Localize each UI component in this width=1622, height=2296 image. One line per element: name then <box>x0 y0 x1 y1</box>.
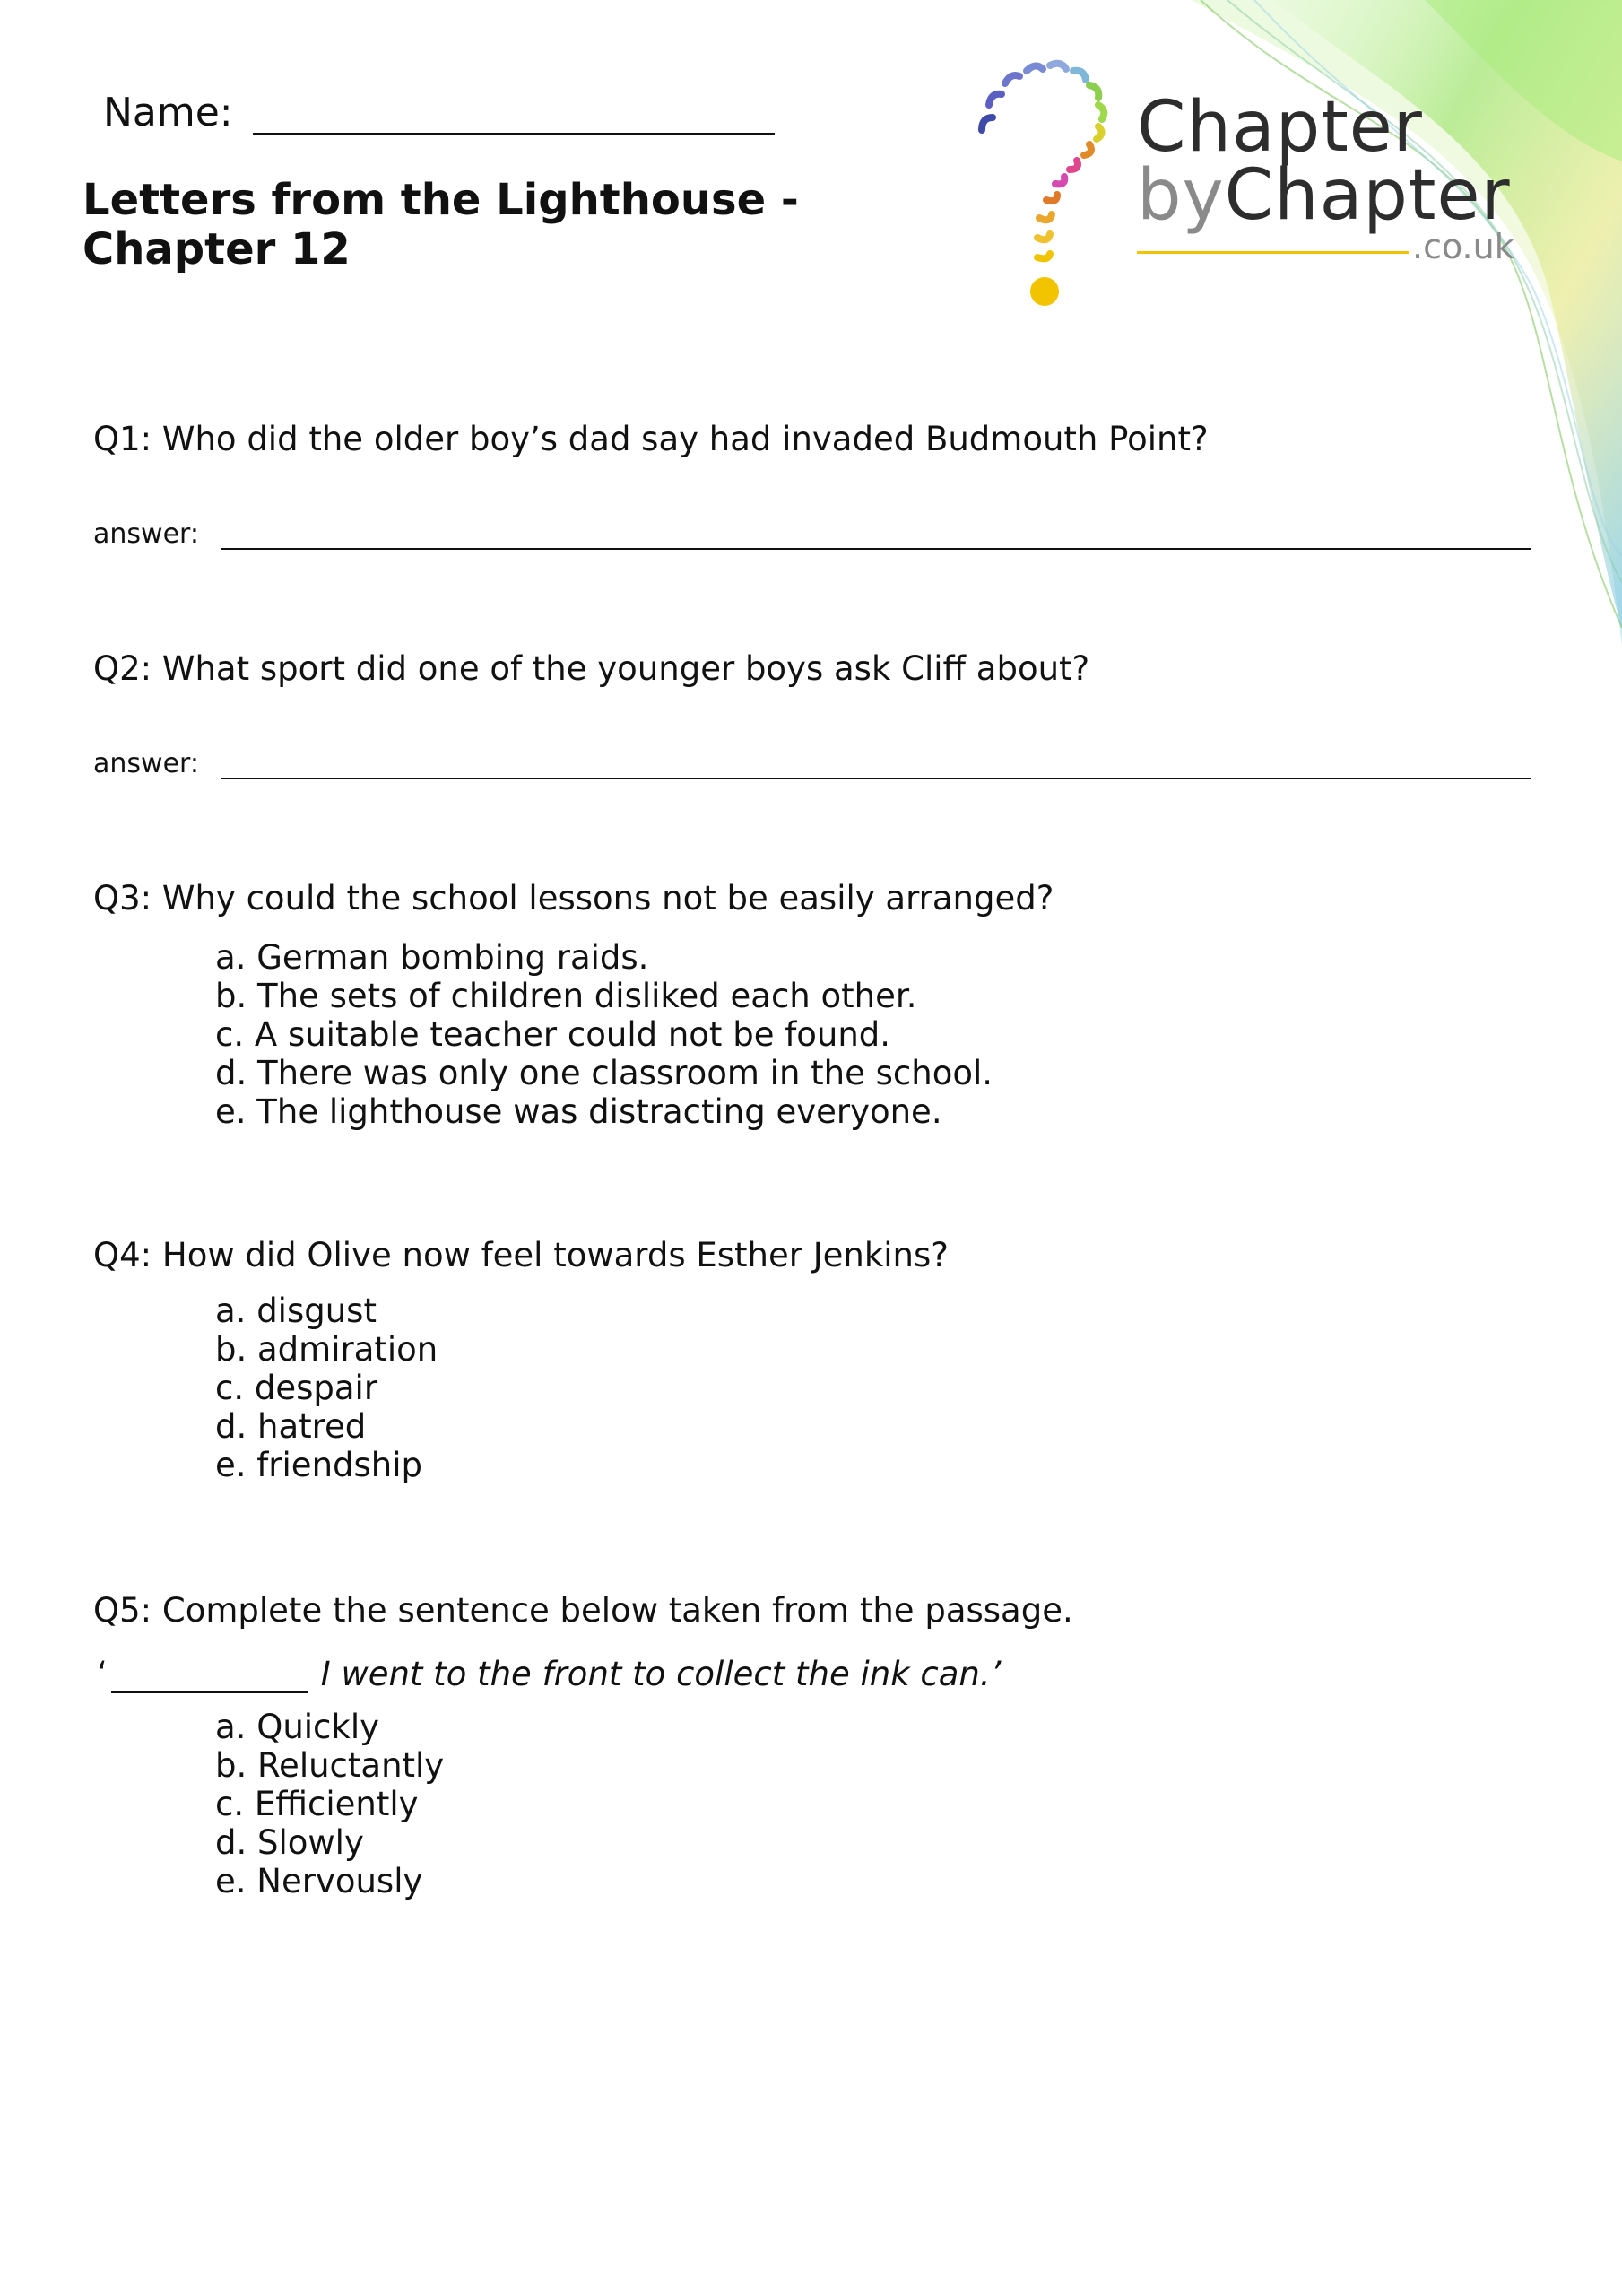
option-item[interactable]: a. German bombing raids. <box>215 938 649 977</box>
answer-2[interactable] <box>93 748 1531 779</box>
question-2: Q2: What sport did one of the younger boys ask Cliff about? <box>93 649 1090 688</box>
chapter-by-chapter-logo <box>964 49 1538 318</box>
option-item[interactable]: e. friendship <box>215 1446 422 1484</box>
name-label: Name: <box>103 90 233 135</box>
logo-word-by: by <box>1137 155 1225 236</box>
option-item[interactable]: c. A suitable teacher could not be found. <box>215 1015 891 1054</box>
answer-line-1[interactable] <box>221 525 1531 550</box>
option-item[interactable]: c. Efficiently <box>215 1785 419 1823</box>
name-field[interactable] <box>103 90 775 135</box>
question-5: Q5: Complete the sentence below taken from the passage. <box>93 1591 1073 1630</box>
answer-label: answer: <box>93 748 199 779</box>
option-item[interactable]: d. There was only one classroom in the school. <box>215 1054 993 1092</box>
option-item[interactable]: d. Slowly <box>215 1823 364 1862</box>
option-item[interactable]: e. The lighthouse was distracting everyone. <box>215 1092 942 1131</box>
worksheet-title: Letters from the Lighthouse - Chapter 12 <box>82 175 799 274</box>
option-item[interactable]: b. Reluctantly <box>215 1746 445 1785</box>
option-item[interactable]: c. despair <box>215 1369 378 1407</box>
logo-word-chapter: Chapter <box>1137 87 1423 168</box>
logo-underline <box>1137 251 1409 254</box>
option-item[interactable]: a. Quickly <box>215 1708 379 1746</box>
option-item[interactable]: a. disgust <box>215 1292 377 1330</box>
answer-label: answer: <box>93 518 199 550</box>
sentence-text: I went to the front to collect the ink can.’ <box>320 1655 1002 1693</box>
open-quote: ‘ <box>97 1655 108 1693</box>
question-1: Q1: Who did the older boy’s dad say had invaded Budmouth Point? <box>93 420 1209 458</box>
option-item[interactable]: b. admiration <box>215 1330 438 1369</box>
question-4-options <box>215 1292 438 1484</box>
option-item[interactable]: d. hatred <box>215 1407 367 1446</box>
answer-1[interactable] <box>93 518 1531 550</box>
option-item[interactable]: e. Nervously <box>215 1862 423 1900</box>
logo-domain: .co.uk <box>1412 227 1514 266</box>
answer-line-2[interactable] <box>221 754 1531 779</box>
option-item[interactable]: b. The sets of children disliked each other. <box>215 977 917 1015</box>
logo-word-chapter-2: Chapter <box>1224 155 1511 236</box>
question-5-options <box>215 1708 444 1900</box>
question-3-options <box>215 938 993 1131</box>
sentence-completion <box>97 1655 1001 1693</box>
name-line[interactable] <box>253 90 775 135</box>
question-3: Q3: Why could the school lessons not be easily arranged? <box>93 879 1054 918</box>
question-4: Q4: How did Olive now feel towards Esther Jenkins? <box>93 1236 949 1274</box>
sentence-blank[interactable] <box>111 1658 308 1693</box>
logo-word-bychapter <box>1137 155 1511 236</box>
book-question-mark-icon <box>964 49 1134 318</box>
